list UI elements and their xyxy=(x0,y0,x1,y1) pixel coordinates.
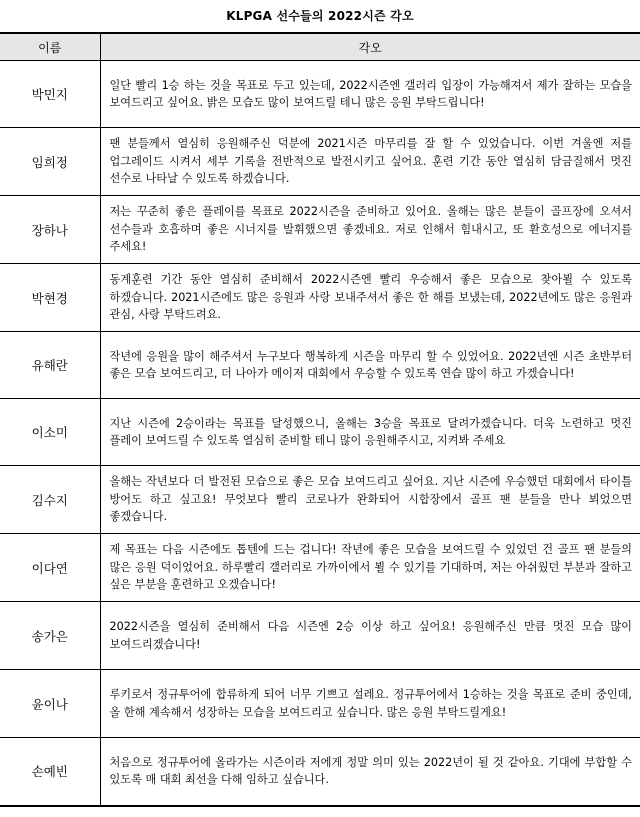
player-resolution: 작년에 응원을 많이 해주셔서 누구보다 행복하게 시즌을 마무리 할 수 있었어요. 2022년엔 시즌 초반부터 좋은 모습 보여드리고, 더 나아가 메이저 대회에서 우승할 수 있도록 연습 많이 하고 가겠습니다! xyxy=(100,332,640,399)
player-resolution: 올해는 작년보다 더 발전된 모습으로 좋은 모습 보여드리고 싶어요. 지난 시즌에 우승했던 대회에서 타이틀 방어도 하고 싶고요! 무엇보다 빨리 코로나가 완화되어 시합장에서 골프 팬 분들을 만나 뵈었으면 좋겠습니다. xyxy=(100,466,640,534)
table-row xyxy=(0,602,640,670)
player-name: 이다연 xyxy=(0,534,100,602)
table-row xyxy=(0,738,640,806)
player-resolution: 처음으로 정규투어에 올라가는 시즌이라 저에게 정말 의미 있는 2022년이 될 것 같아요. 기대에 부합할 수 있도록 매 대회 최선을 다해 임하고 싶습니다. xyxy=(100,738,640,806)
player-resolution: 루키로서 정규투어에 합류하게 되어 너무 기쁘고 설레요. 정규투어에서 1승하는 것을 목표로 준비 중인데, 올 한해 계속해서 성장하는 모습을 보여드리고 싶습니다. 많은 응원 부탁드릴게요! xyxy=(100,670,640,738)
table-row xyxy=(0,128,640,196)
header-row xyxy=(0,33,640,61)
player-resolution: 제 목표는 다음 시즌에도 톱텐에 드는 겁니다! 작년에 좋은 모습을 보여드릴 수 있었던 건 골프 팬 분들의 많은 응원 덕이었어요. 하루빨리 갤러리로 가까이에서 뵐 수 있기를 기대하며, 저는 아쉬웠던 부분과 잘하고 싶은 부분을 훈련하고 오겠습니다! xyxy=(100,534,640,602)
player-name: 윤이나 xyxy=(0,670,100,738)
player-resolution: 2022시즌을 열심히 준비해서 다음 시즌엔 2승 이상 하고 싶어요! 응원해주신 만큼 멋진 모습 많이 보여드리겠습니다! xyxy=(100,602,640,670)
table-row xyxy=(0,61,640,128)
player-name: 송가은 xyxy=(0,602,100,670)
table-row xyxy=(0,399,640,466)
player-resolution: 지난 시즌에 2승이라는 목표를 달성했으니, 올해는 3승을 목표로 달려가겠습니다. 더욱 노련하고 멋진 플레이 보여드릴 수 있도록 열심히 준비할 테니 많이 응원해주시고, 지켜봐 주세요 xyxy=(100,399,640,466)
player-name: 임희정 xyxy=(0,128,100,196)
player-resolution: 일단 빨리 1승 하는 것을 목표로 두고 있는데, 2022시즌엔 갤러리 입장이 가능해져서 제가 잘하는 모습을 보여드리고 싶어요. 밝은 모습도 많이 보여드릴 테니 많은 응원 부탁드립니다! xyxy=(100,61,640,128)
table-row xyxy=(0,196,640,264)
player-name: 김수지 xyxy=(0,466,100,534)
resolution-column-header: 각오 xyxy=(100,33,640,61)
table-row xyxy=(0,264,640,332)
player-resolution: 저는 꾸준히 좋은 플레이를 목표로 2022시즌을 준비하고 있어요. 올해는 많은 분들이 골프장에 오셔서 선수들과 호흡하며 좋은 시너지를 발휘했으면 좋겠네요. 저로 인해서 힘내시고, 또 환호성으로 에너지를 주세요! xyxy=(100,196,640,264)
player-resolution: 동계훈련 기간 동안 열심히 준비해서 2022시즌엔 빨리 우승해서 좋은 모습으로 찾아뵐 수 있도록 하겠습니다. 2021시즌에도 많은 응원과 사랑 보내주셔서 좋은 한 해를 보냈는데, 2022년에도 많은 응원과 관심, 사랑 부탁드려요. xyxy=(100,264,640,332)
player-name: 손예빈 xyxy=(31,764,68,780)
player-name: 유해란 xyxy=(0,332,100,399)
document-title: KLPGA 선수들의 2022시즌 각오 xyxy=(226,9,414,23)
player-name: 장하나 xyxy=(0,196,100,264)
player-name: 박민지 xyxy=(0,61,100,128)
table-row xyxy=(0,466,640,534)
table-row xyxy=(0,332,640,399)
resolutions-table xyxy=(0,32,640,807)
player-resolution: 팬 분들께서 열심히 응원해주신 덕분에 2021시즌 마무리를 잘 할 수 있었습니다. 이번 겨울엔 저를 업그레이드 시켜서 세부 기록을 전반적으로 발전시키고 싶어요. 훈련 기간 동안 열심히 담금질해서 멋진 선수로 나타날 수 있도록 하겠습니다. xyxy=(100,128,640,196)
table-row xyxy=(0,534,640,602)
table-row xyxy=(0,670,640,738)
player-name: 이소미 xyxy=(0,399,100,466)
player-name: 박현경 xyxy=(0,264,100,332)
name-column-header: 이름 xyxy=(0,33,100,61)
